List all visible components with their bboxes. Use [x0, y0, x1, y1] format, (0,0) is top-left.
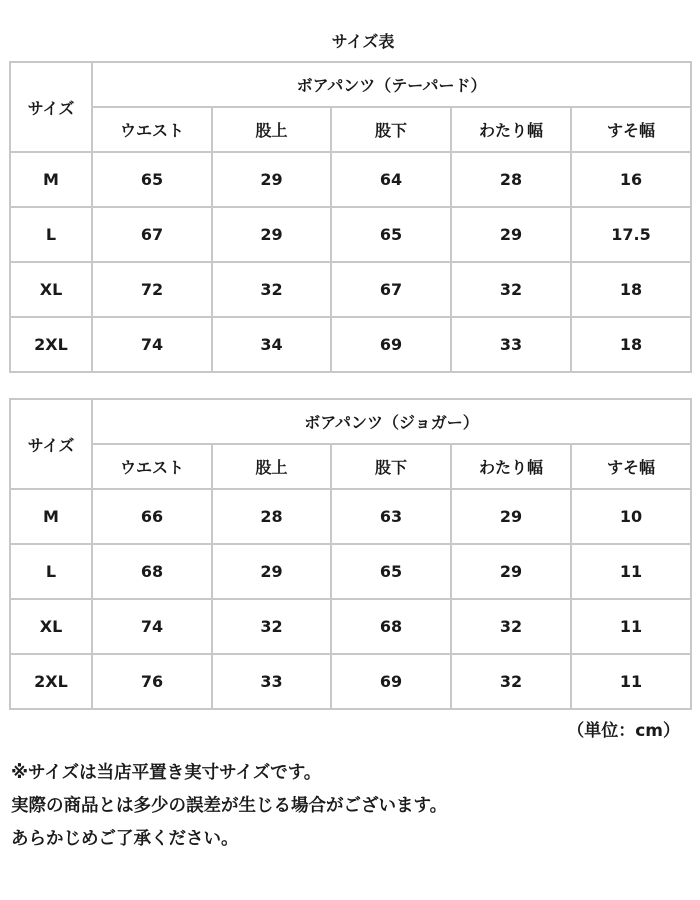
table-cell: 29: [451, 544, 571, 599]
table-cell: 29: [451, 489, 571, 544]
table-row: [10, 207, 691, 262]
column-header-waist: ウエスト: [92, 107, 212, 152]
table-cell: 74: [92, 317, 212, 372]
size-header-cell: サイズ: [10, 62, 92, 152]
table-cell: 32: [451, 654, 571, 709]
unit-note: （単位：cm）: [567, 721, 680, 741]
size-cell: XL: [10, 262, 92, 317]
table-row: [10, 654, 691, 709]
table-cell: 32: [212, 262, 331, 317]
table-cell: 72: [92, 262, 212, 317]
size-cell: L: [10, 207, 92, 262]
table-cell: 10: [571, 489, 691, 544]
table-column-header-row: [10, 107, 691, 152]
page-title: サイズ表: [331, 32, 395, 51]
table-cell: 68: [331, 599, 451, 654]
size-header-cell: サイズ: [10, 399, 92, 489]
table-cell: 29: [212, 152, 331, 207]
table-cell: 29: [451, 207, 571, 262]
table-row: [10, 262, 691, 317]
table-cell: 33: [212, 654, 331, 709]
size-table-jogger: [9, 398, 692, 710]
column-header-thigh-width: わたり幅: [451, 107, 571, 152]
table-cell: 18: [571, 317, 691, 372]
table-cell: 32: [212, 599, 331, 654]
size-cell: L: [10, 544, 92, 599]
table-cell: 32: [451, 262, 571, 317]
table-cell: 74: [92, 599, 212, 654]
table-cell: 67: [331, 262, 451, 317]
column-header-thigh-width: わたり幅: [451, 444, 571, 489]
table-cell: 11: [571, 599, 691, 654]
column-header-inseam: 股下: [331, 107, 451, 152]
table-cell: 69: [331, 654, 451, 709]
table-cell: 28: [212, 489, 331, 544]
product-name-cell: ボアパンツ（ジョガー）: [92, 399, 691, 444]
note-line: あらかじめご了承ください。: [11, 829, 239, 849]
table-row: [10, 599, 691, 654]
table-cell: 68: [92, 544, 212, 599]
table-cell: 65: [331, 544, 451, 599]
table-cell: 63: [331, 489, 451, 544]
table-column-header-row: [10, 444, 691, 489]
table-row: [10, 489, 691, 544]
column-header-rise: 股上: [212, 444, 331, 489]
table-cell: 28: [451, 152, 571, 207]
table-row: [10, 544, 691, 599]
note-line: ※サイズは当店平置き実寸サイズです。: [11, 763, 322, 783]
table-cell: 11: [571, 544, 691, 599]
size-cell: M: [10, 489, 92, 544]
note-line: 実際の商品とは多少の誤差が生じる場合がございます。: [11, 796, 448, 816]
product-name-cell: ボアパンツ（テーパード）: [92, 62, 691, 107]
table-cell: 11: [571, 654, 691, 709]
table-row: [10, 152, 691, 207]
column-header-hem-width: すそ幅: [571, 444, 691, 489]
table-cell: 18: [571, 262, 691, 317]
table-cell: 65: [331, 207, 451, 262]
table-cell: 67: [92, 207, 212, 262]
table-cell: 33: [451, 317, 571, 372]
table-cell: 65: [92, 152, 212, 207]
size-cell: M: [10, 152, 92, 207]
column-header-waist: ウエスト: [92, 444, 212, 489]
table-header-row: [10, 399, 691, 444]
size-table-tapered: [9, 61, 692, 373]
size-cell: 2XL: [10, 654, 92, 709]
table-cell: 66: [92, 489, 212, 544]
notes: [11, 757, 447, 856]
table-cell: 64: [331, 152, 451, 207]
table-cell: 16: [571, 152, 691, 207]
column-header-hem-width: すそ幅: [571, 107, 691, 152]
table-row: [10, 317, 691, 372]
table-cell: 32: [451, 599, 571, 654]
size-cell: 2XL: [10, 317, 92, 372]
column-header-inseam: 股下: [331, 444, 451, 489]
table-cell: 29: [212, 207, 331, 262]
table-cell: 69: [331, 317, 451, 372]
size-cell: XL: [10, 599, 92, 654]
table-cell: 34: [212, 317, 331, 372]
table-cell: 17.5: [571, 207, 691, 262]
column-header-rise: 股上: [212, 107, 331, 152]
table-cell: 76: [92, 654, 212, 709]
table-cell: 29: [212, 544, 331, 599]
table-header-row: [10, 62, 691, 107]
